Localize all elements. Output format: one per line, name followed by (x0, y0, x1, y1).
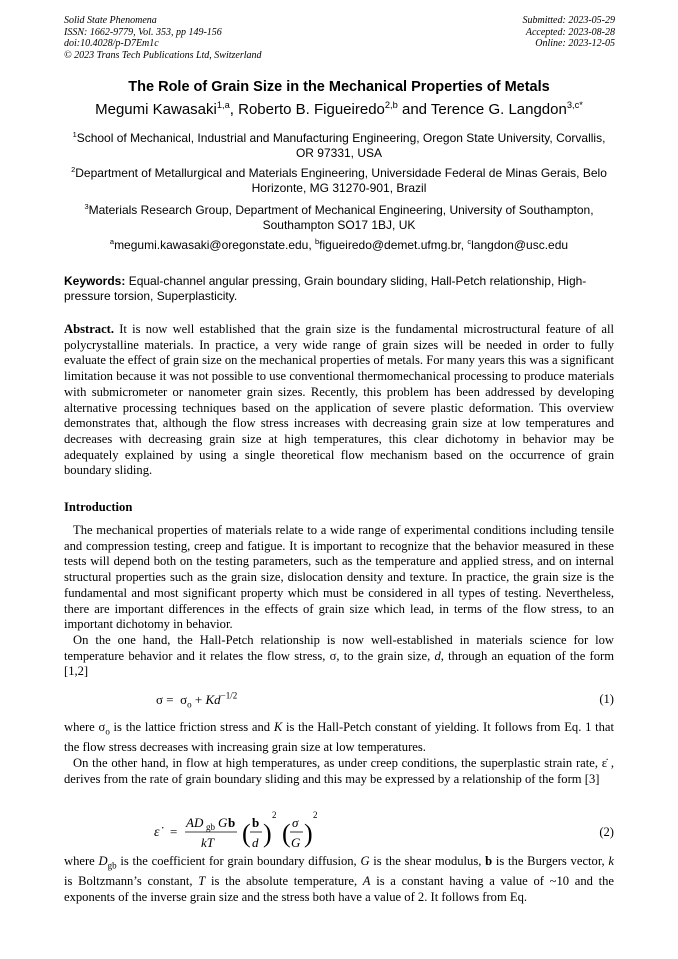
issn-line: ISSN: 1662-9779, Vol. 353, pp 149-156 (64, 26, 222, 38)
svg-text:(: ( (242, 819, 251, 848)
author-name: Roberto B. Figueiredo (238, 101, 385, 118)
equation-2 (64, 805, 614, 853)
equation-1 (64, 690, 614, 720)
svg-text:d: d (252, 835, 259, 850)
svg-text:kT: kT (201, 835, 214, 850)
accepted-date: Accepted: 2023-08-28 (525, 26, 615, 38)
affiliation-text: Materials Research Group, Department of Mechanical Engineering, University of Southampton, Southampton SO17 1BJ, UK (88, 203, 594, 232)
keywords-label: Keywords: (64, 274, 126, 288)
symbol-d: D (98, 854, 108, 868)
symbol-g: G (360, 854, 370, 868)
paper-title: The Role of Grain Size in the Mechanical Properties of Metals (128, 79, 550, 95)
section-heading: Introduction (64, 500, 133, 514)
paragraph (64, 854, 614, 906)
affiliation (64, 203, 614, 233)
journal-name: Solid State Phenomena (64, 15, 157, 26)
svg-text:AD: AD (186, 815, 204, 830)
paragraph-text: is a constant having a value of ~10 and the exponents of the inverse grain size and the stress both have a value of 2. It follows from Eq. (64, 874, 614, 904)
subscript: o (105, 726, 110, 737)
affiliation (64, 131, 614, 161)
author-affiliation-marker: 1,a (216, 100, 230, 110)
paragraph-text: is the Burgers vector, (492, 854, 609, 868)
svg-text:=: = (170, 824, 178, 839)
svg-text:G: G (218, 815, 228, 830)
doi-line: doi:10.4028/p-D7Em1c (64, 38, 159, 49)
svg-text:gb: gb (206, 822, 215, 832)
author-list (0, 101, 678, 118)
author-name: Megumi Kawasaki (95, 101, 217, 118)
svg-text:2: 2 (313, 810, 318, 820)
online-date: Online: 2023-12-05 (535, 38, 615, 49)
abstract-text: It is now well established that the grain size is the fundamental microstructural feature of all polycrystalline materials. In practice, a very wide range of grain sizes will be needed in order to fully evaluate the effect of grain size on the mechanical properties of metals. For many years this was a significant limitation because it was not possible to use conventional thermomechanical processing to produce materials with submicrometer or nanometer grain sizes. Recently, this problem has been addressed by developing alternative processing techniques based on the application of severe plastic deformation. This overview demonstrates that, although the flow stress increases with decreasing grain size at low temperatures and decreases with decreasing grain size at high temperatures, this clear dichotomy in behavior may be adequately explained by using a single theoretical flow mechanism based on the occurrence of grain boundary sliding. (64, 322, 614, 478)
svg-text:b: b (252, 815, 260, 830)
email-marker: a (109, 237, 115, 246)
paragraph (64, 720, 614, 756)
email-link[interactable]: megumi.kawasaki@oregonstate.edu, (114, 238, 316, 252)
subscript: gb (107, 860, 117, 871)
paragraph-text: is the coefficient for grain boundary diffusion, (116, 854, 361, 868)
submission-dates (523, 15, 616, 50)
svg-text:(: ( (282, 819, 291, 848)
paragraph-text: where (64, 854, 99, 868)
svg-text:b: b (228, 815, 236, 830)
strain-rate-formula (154, 807, 374, 853)
paragraph-text: is the shear modulus, (369, 854, 486, 868)
symbol-b: b (485, 854, 493, 868)
svg-text:ε̇: ε̇ (154, 825, 160, 840)
paragraph (64, 633, 614, 680)
paragraph-text: is the Hall-Petch constant of yielding. It follows from Eq. 1 that the flow stress decreases with increasing grain size at low temperatures. (64, 720, 615, 755)
hall-petch-formula: $\sigma = \sigma_o + Kd^{-1/2}$ (156, 690, 238, 710)
email-marker: b (315, 237, 320, 246)
symbol-d: d (434, 648, 441, 663)
paragraph-text: where σ (64, 720, 106, 734)
symbol-t: T (198, 874, 206, 889)
equation-number: (2) (599, 825, 614, 839)
symbol-k: K (273, 720, 283, 734)
email-link[interactable]: figueiredo@demet.ufmg.br, (319, 238, 468, 252)
paragraph-text: On the one hand, the Hall-Petch relationship is now well-established in materials science for low temperature behavior and it relates the flow stress, σ, to the grain size, (64, 633, 614, 663)
author-separator: and (397, 101, 431, 118)
svg-text:): ) (263, 819, 272, 848)
email-link[interactable]: langdon@usc.edu (471, 238, 569, 252)
paragraph: On the other hand, in flow at high temperatures, as under creep conditions, the superplastic strain rate, ε̇ , derives from the rate of grain boundary sliding and this may be expressed by a relationship of the form [3] (64, 756, 614, 786)
affiliation-marker: 1 (72, 130, 77, 139)
email-marker: c (467, 237, 472, 246)
affiliation (64, 166, 614, 196)
paragraph: The mechanical properties of materials relate to a wide range of experimental conditions including tensile and compression testing, creep and fatigue. It is important to recognize that the behavior measured in these tests will depend both on the testing parameters, such as the temperature and applied stress, and on internal structural properties such as the grain size, dislocation density and texture. In practice, the grain size is the fundamental and most significant property which must be considered in all types of testing. Nevertheless, there are important differences in the effects of grain size which lead, in terms of the flow stress, to an important dichotomy in behavior. (64, 523, 614, 632)
svg-text:G: G (291, 835, 301, 850)
copyright-line: © 2023 Trans Tech Publications Ltd, Switzerland (64, 49, 262, 61)
paragraph-text: is Boltzmann’s constant, (64, 874, 199, 889)
journal-info (64, 15, 262, 61)
author-name: Terence G. Langdon (430, 101, 567, 118)
affiliation-marker: 2 (71, 165, 76, 174)
author-affiliation-marker: 3,c* (566, 100, 583, 110)
author-affiliation-marker: 2,b (384, 100, 398, 110)
symbol-a: A (362, 874, 371, 889)
symbol-k: k (608, 854, 614, 868)
paragraph-text: is the absolute temperature, (205, 874, 363, 889)
svg-text:): ) (304, 819, 313, 848)
keywords (64, 274, 614, 304)
keywords-text: Equal-channel angular pressing, Grain boundary sliding, Hall-Petch relationship, High-pressure torsion, Superplasticity. (64, 274, 587, 303)
affiliation-text: School of Mechanical, Industrial and Manufacturing Engineering, Oregon State University, Corvallis, OR 97331, USA (76, 131, 606, 160)
email-list (64, 238, 614, 253)
abstract-label: Abstract. (64, 322, 115, 336)
svg-text:2: 2 (272, 810, 277, 820)
svg-text:σ: σ (292, 815, 299, 830)
equation-number: (1) (599, 692, 614, 706)
affiliation-text: Department of Metallurgical and Materials Engineering, Universidade Federal de Minas Gerais, Belo Horizonte, MG 31270-901, Brazil (75, 166, 607, 195)
submitted-date: Submitted: 2023-05-29 (522, 15, 615, 26)
paragraph-text: is the lattice friction stress and (109, 720, 274, 734)
affiliation-marker: 3 (84, 202, 89, 211)
paragraph-text: , through an equation of the form [1,2] (64, 648, 614, 679)
author-separator: , (229, 101, 239, 118)
abstract (64, 322, 614, 479)
